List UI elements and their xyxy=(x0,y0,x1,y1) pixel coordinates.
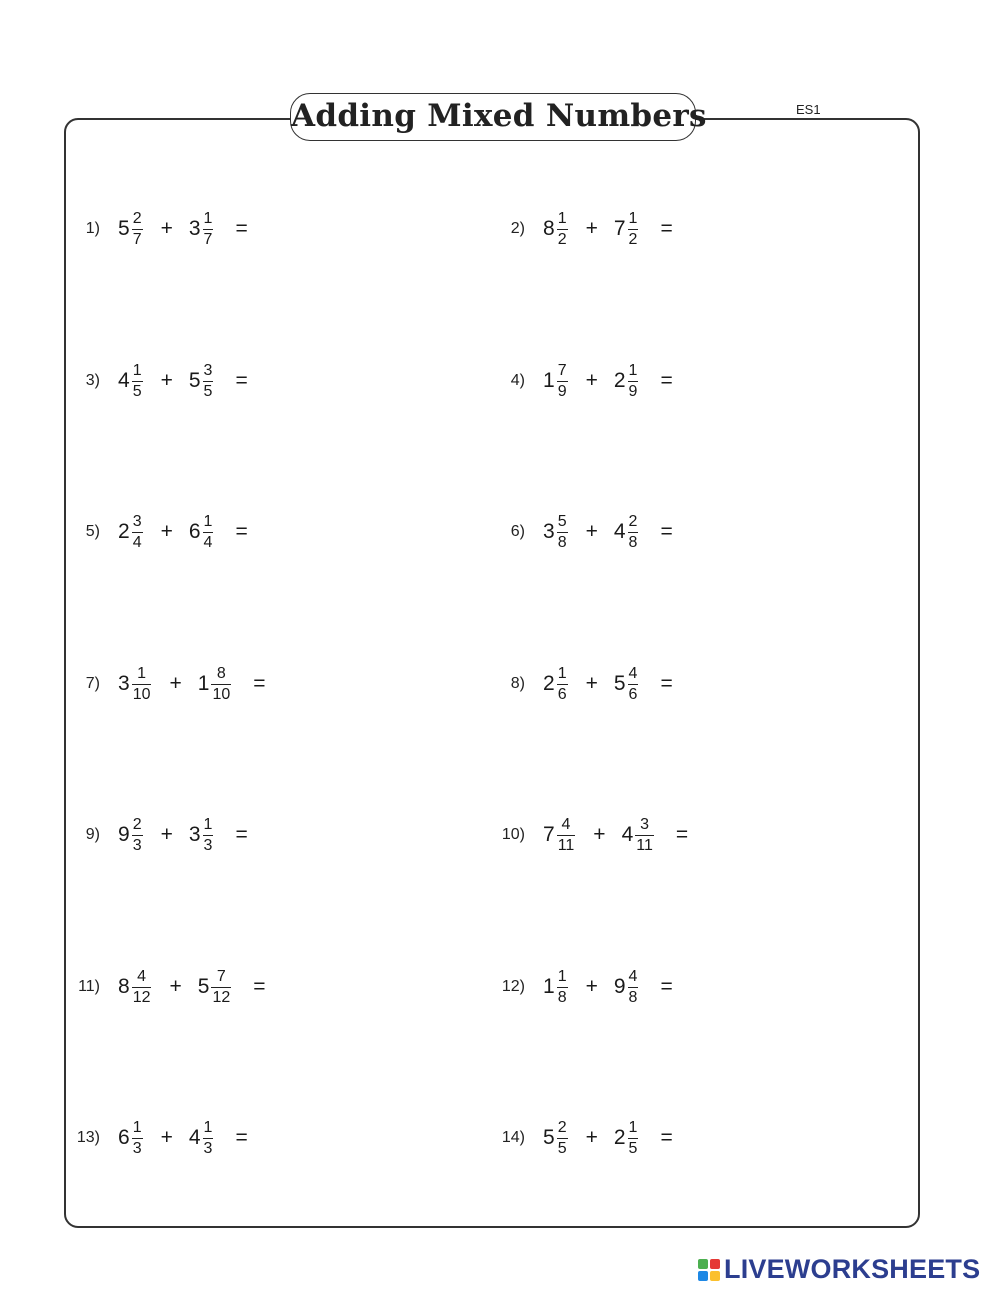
denominator: 6 xyxy=(628,685,638,703)
numerator: 2 xyxy=(132,815,142,833)
denominator: 8 xyxy=(557,533,567,551)
numerator: 2 xyxy=(132,209,142,227)
fraction xyxy=(132,1120,143,1157)
problem-number: 6) xyxy=(510,523,525,540)
whole-number: 5 xyxy=(197,975,210,998)
numerator: 4 xyxy=(137,967,147,985)
problem-number: 4) xyxy=(510,372,525,389)
problem-number: 2) xyxy=(510,220,525,237)
denominator: 8 xyxy=(628,533,638,551)
whole-number: 4 xyxy=(118,369,130,392)
numerator: 7 xyxy=(557,361,567,379)
problem-number: 7) xyxy=(85,675,100,692)
fraction xyxy=(211,969,231,1006)
fraction xyxy=(203,363,214,400)
denominator: 8 xyxy=(557,988,567,1006)
whole-number: 4 xyxy=(613,520,626,543)
whole-number: 1 xyxy=(543,369,555,392)
numerator: 1 xyxy=(628,209,638,227)
numerator: 2 xyxy=(557,1118,567,1136)
denominator: 12 xyxy=(212,988,231,1006)
numerator: 1 xyxy=(132,361,142,379)
plus-sign: + xyxy=(160,1126,173,1149)
numerator: 1 xyxy=(628,361,638,379)
problem-number: 12) xyxy=(501,978,525,995)
problem-item xyxy=(50,1118,248,1158)
fraction xyxy=(628,514,639,551)
problem-item xyxy=(475,512,673,552)
equals-sign: = xyxy=(253,975,266,998)
denominator: 5 xyxy=(132,382,142,400)
whole-number: 3 xyxy=(118,672,130,695)
equals-sign: = xyxy=(235,1126,248,1149)
numerator: 8 xyxy=(216,664,226,682)
denominator: 7 xyxy=(132,230,142,248)
worksheet-title: Adding Mixed Numbers xyxy=(290,93,696,141)
equals-sign: = xyxy=(253,672,266,695)
numerator: 7 xyxy=(216,967,226,985)
problem-number: 14) xyxy=(501,1129,525,1146)
whole-number: 7 xyxy=(613,217,626,240)
whole-number: 3 xyxy=(543,520,555,543)
numerator: 2 xyxy=(628,512,638,530)
logo-square-3 xyxy=(698,1271,708,1281)
denominator: 7 xyxy=(203,230,213,248)
fraction xyxy=(132,211,143,248)
denominator: 9 xyxy=(628,382,638,400)
equals-sign: = xyxy=(660,975,673,998)
fraction xyxy=(132,817,143,854)
plus-sign: + xyxy=(169,672,182,695)
problem-number: 11) xyxy=(78,978,100,995)
plus-sign: + xyxy=(160,823,173,846)
fraction xyxy=(203,514,214,551)
plus-sign: + xyxy=(160,369,173,392)
problem-number: 10) xyxy=(501,826,525,843)
numerator: 1 xyxy=(203,512,213,530)
fraction xyxy=(557,1120,568,1157)
denominator: 5 xyxy=(203,382,213,400)
denominator: 11 xyxy=(557,836,575,854)
denominator: 3 xyxy=(132,836,142,854)
fraction xyxy=(628,1120,639,1157)
fraction xyxy=(628,211,639,248)
liveworksheets-logo-icon xyxy=(698,1259,720,1281)
logo-square-1 xyxy=(698,1259,708,1269)
fraction xyxy=(557,514,568,551)
problem-number: 8) xyxy=(510,675,525,692)
denominator: 2 xyxy=(628,230,638,248)
whole-number: 4 xyxy=(188,1126,201,1149)
problem-item xyxy=(475,815,688,855)
fraction xyxy=(132,363,143,400)
whole-number: 5 xyxy=(188,369,201,392)
whole-number: 1 xyxy=(197,672,210,695)
denominator: 3 xyxy=(203,836,213,854)
denominator: 3 xyxy=(203,1139,213,1157)
denominator: 5 xyxy=(628,1139,638,1157)
equals-sign: = xyxy=(660,369,673,392)
problem-item xyxy=(50,815,248,855)
problem-item xyxy=(475,361,673,401)
denominator: 8 xyxy=(628,988,638,1006)
problem-item xyxy=(50,664,266,704)
fraction xyxy=(628,666,639,703)
fraction xyxy=(132,666,152,703)
equals-sign: = xyxy=(235,369,248,392)
fraction xyxy=(203,1120,214,1157)
fraction xyxy=(132,514,143,551)
plus-sign: + xyxy=(160,520,173,543)
problem-number: 9) xyxy=(85,826,100,843)
numerator: 1 xyxy=(628,1118,638,1136)
whole-number: 5 xyxy=(613,672,626,695)
numerator: 4 xyxy=(561,815,571,833)
fraction xyxy=(203,817,214,854)
whole-number: 9 xyxy=(613,975,626,998)
denominator: 2 xyxy=(557,230,567,248)
fraction xyxy=(203,211,214,248)
denominator: 10 xyxy=(212,685,231,703)
problem-item xyxy=(50,209,248,249)
whole-number: 3 xyxy=(188,217,201,240)
fraction xyxy=(635,817,654,854)
whole-number: 2 xyxy=(118,520,130,543)
plus-sign: + xyxy=(585,217,598,240)
problem-number: 1) xyxy=(85,220,100,237)
equals-sign: = xyxy=(660,1126,673,1149)
equals-sign: = xyxy=(235,520,248,543)
denominator: 4 xyxy=(203,533,213,551)
problem-item xyxy=(475,1118,673,1158)
plus-sign: + xyxy=(585,975,598,998)
liveworksheets-logo xyxy=(698,1254,980,1285)
equals-sign: = xyxy=(235,217,248,240)
whole-number: 6 xyxy=(118,1126,130,1149)
whole-number: 5 xyxy=(118,217,130,240)
whole-number: 9 xyxy=(118,823,130,846)
numerator: 3 xyxy=(203,361,213,379)
numerator: 1 xyxy=(203,815,213,833)
numerator: 1 xyxy=(132,1118,142,1136)
whole-number: 2 xyxy=(543,672,555,695)
logo-square-2 xyxy=(710,1259,720,1269)
fraction xyxy=(628,363,639,400)
whole-number: 3 xyxy=(188,823,201,846)
whole-number: 6 xyxy=(188,520,201,543)
fraction xyxy=(211,666,231,703)
plus-sign: + xyxy=(169,975,182,998)
numerator: 1 xyxy=(557,967,567,985)
problem-item xyxy=(475,664,673,704)
whole-number: 4 xyxy=(621,823,634,846)
numerator: 4 xyxy=(628,967,638,985)
fraction xyxy=(557,666,568,703)
whole-number: 2 xyxy=(613,369,626,392)
fraction xyxy=(557,969,568,1006)
fraction xyxy=(132,969,152,1006)
plus-sign: + xyxy=(585,672,598,695)
equals-sign: = xyxy=(235,823,248,846)
numerator: 1 xyxy=(203,209,213,227)
numerator: 1 xyxy=(557,209,567,227)
problem-number: 13) xyxy=(76,1129,100,1146)
denominator: 6 xyxy=(557,685,567,703)
numerator: 3 xyxy=(640,815,649,833)
equals-sign: = xyxy=(660,672,673,695)
numerator: 1 xyxy=(557,664,567,682)
denominator: 3 xyxy=(132,1139,142,1157)
problem-item xyxy=(50,967,266,1007)
equals-sign: = xyxy=(660,217,673,240)
numerator: 5 xyxy=(557,512,567,530)
problem-number: 5) xyxy=(85,523,100,540)
plus-sign: + xyxy=(585,520,598,543)
denominator: 11 xyxy=(636,836,653,854)
numerator: 3 xyxy=(132,512,142,530)
whole-number: 8 xyxy=(118,975,130,998)
logo-text: LIVEWORKSHEETS xyxy=(724,1254,981,1284)
denominator: 5 xyxy=(557,1139,567,1157)
denominator: 12 xyxy=(132,988,151,1006)
denominator: 10 xyxy=(132,685,151,703)
equals-sign: = xyxy=(675,823,689,846)
whole-number: 2 xyxy=(613,1126,626,1149)
problem-item xyxy=(475,209,673,249)
numerator: 1 xyxy=(203,1118,213,1136)
plus-sign: + xyxy=(160,217,173,240)
fraction xyxy=(628,969,639,1006)
numerator: 4 xyxy=(628,664,638,682)
denominator: 9 xyxy=(557,382,567,400)
problem-item xyxy=(50,512,248,552)
logo-square-4 xyxy=(710,1271,720,1281)
equals-sign: = xyxy=(660,520,673,543)
plus-sign: + xyxy=(585,369,598,392)
problem-item xyxy=(475,967,673,1007)
problem-item xyxy=(50,361,248,401)
plus-sign: + xyxy=(593,823,606,846)
fraction xyxy=(557,363,568,400)
fraction xyxy=(557,817,576,854)
worksheet-code: ES1 xyxy=(796,102,821,117)
whole-number: 5 xyxy=(543,1126,555,1149)
whole-number: 1 xyxy=(543,975,555,998)
problem-number: 3) xyxy=(85,372,100,389)
plus-sign: + xyxy=(585,1126,598,1149)
fraction xyxy=(557,211,568,248)
whole-number: 8 xyxy=(543,217,555,240)
numerator: 1 xyxy=(137,664,147,682)
denominator: 4 xyxy=(132,533,142,551)
whole-number: 7 xyxy=(543,823,555,846)
